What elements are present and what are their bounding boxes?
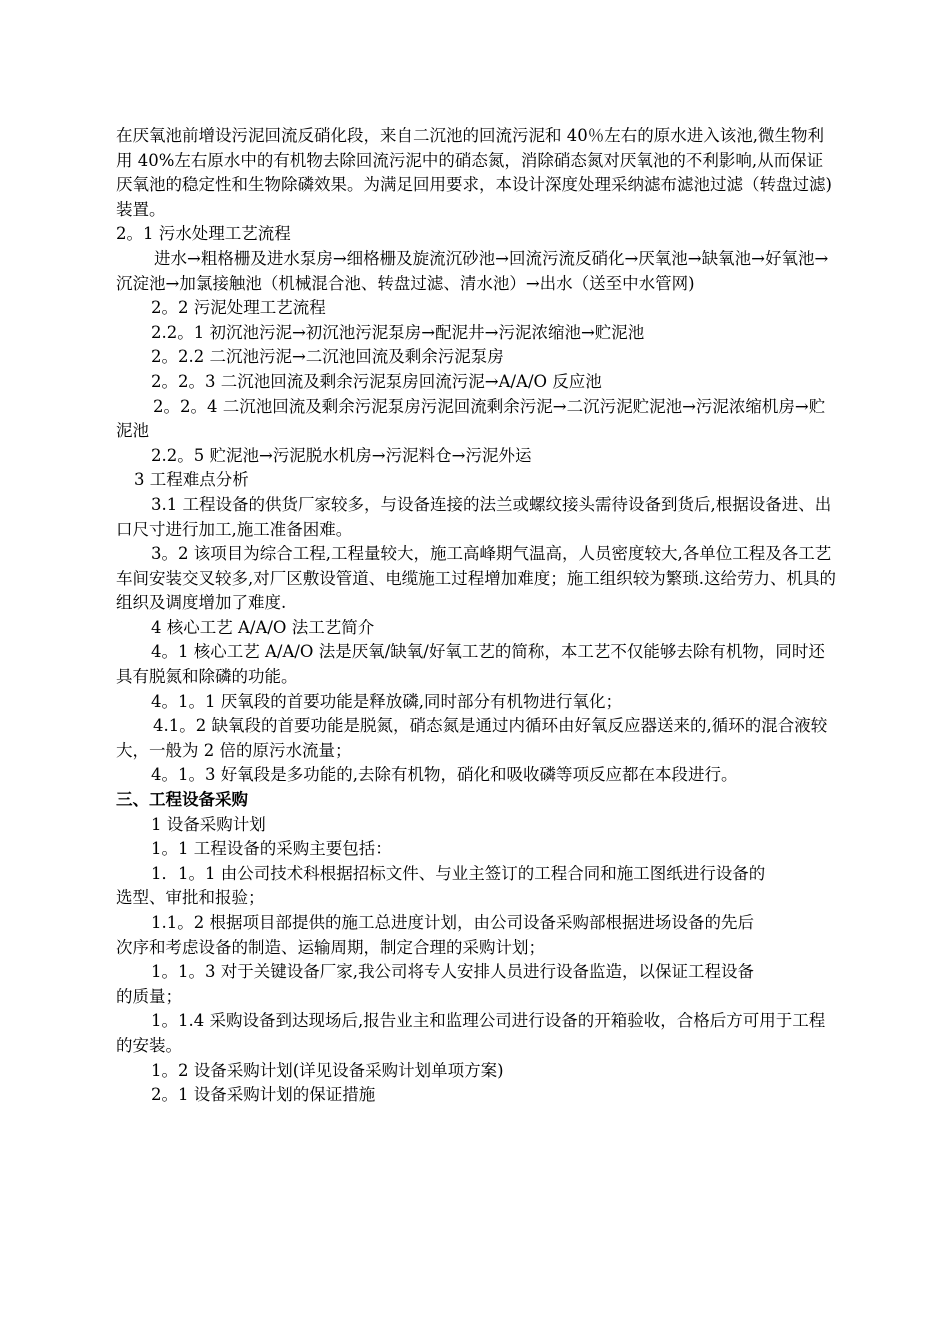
heading-procurement-plan: 1 设备采购计划 [151, 814, 266, 834]
paragraph-procurement-1-1-3-cont: 的质量； [116, 986, 182, 1006]
paragraph-wastewater-flow: 进水→粗格栅及进水泵房→细格栅及旋流沉砂池→回流污流反硝化→厌氧池→缺氧池→好氧池→沉淀池→加氯接触池（机械混合池、转盘过滤、清水池）→出水（送至中水管网) [116, 248, 829, 293]
heading-aao-process: 4 核心工艺 A/A/O 法工艺简介 [151, 617, 375, 637]
paragraph-aao-4-1-2: 4.1。2 缺氧段的首要功能是脱氮，硝态氮是通过内循环由好氧反应器送来的,循环的混合液较大，一般为 2 倍的原污水流量； [116, 716, 828, 760]
paragraph-difficulty-3-2: 3。2 该项目为综合工程,工程量较大，施工高峰期气温高，人员密度较大,各单位工程及各工艺车间安装交叉较多,对厂区敷设管道、电缆施工过程增加难度；施工组织较为繁琐.这给劳力、机具的组织及调度增加了难度. [116, 544, 836, 613]
paragraph-aao-4-1-1: 4。1。1 厌氧段的首要功能是释放磷,同时部分有机物进行氧化； [151, 691, 622, 711]
paragraph-procurement-1-1: 1。1 工程设备的采购主要包括： [151, 839, 392, 859]
paragraph-procurement-1-1-1: 1．1。1 由公司技术科根据招标文件、与业主签订的工程合同和施工图纸进行设备的 [151, 863, 766, 883]
paragraph-procurement-1-1-4: 1。1.4 采购设备到达现场后,报告业主和监理公司进行设备的开箱验收，合格后方可用于工程的安装。 [116, 1011, 826, 1055]
paragraph-sludge-2-2-5: 2.2。5 贮泥池→污泥脱水机房→污泥料仓→污泥外运 [151, 445, 532, 465]
document-body [116, 124, 836, 1108]
heading-wastewater-process: 2。1 污水处理工艺流程 [116, 224, 291, 244]
paragraph-aao-4-1-3: 4。1。3 好氧段是多功能的,去除有机物，硝化和吸收磷等项反应都在本段进行。 [151, 765, 738, 785]
paragraph-sludge-2-2-1: 2.2。1 初沉池污泥→初沉池污泥泵房→配泥井→污泥浓缩池→贮泥池 [151, 322, 645, 342]
paragraph-procurement-1-1-1-cont: 选型、审批和报验； [116, 888, 265, 908]
paragraph-procurement-1-1-2-cont: 次序和考虑设备的制造、运输周期，制定合理的采购计划； [116, 937, 545, 957]
paragraph-sludge-2-2-2: 2。2.2 二沉池污泥→二沉池回流及剩余污泥泵房 [151, 347, 504, 367]
paragraph-aao-4-1: 4。1 核心工艺 A/A/O 法是厌氧/缺氧/好氧工艺的简称，本工艺不仅能够去除有机物，同时还具有脱氮和除磷的功能。 [116, 642, 825, 687]
paragraph-difficulty-3-1: 3.1 工程设备的供货厂家较多，与设备连接的法兰或螺纹接头需待设备到货后,根据设备进、出口尺寸进行加工,施工准备困难。 [116, 494, 832, 539]
heading-procurement-guarantee: 2。1 设备采购计划的保证措施 [151, 1085, 376, 1105]
paragraph-sludge-2-2-4: 2。2。4 二沉池回流及剩余污泥泵房污泥回流剩余污泥→二沉污泥贮泥池→污泥浓缩机房→贮泥池 [116, 396, 826, 441]
paragraph-procurement-1-1-2: 1.1。2 根据项目部提供的施工总进度计划，由公司设备采购部根据进场设备的先后 [151, 913, 754, 932]
paragraph-procurement-1-2: 1。2 设备采购计划(详见设备采购计划单项方案) [151, 1060, 504, 1080]
paragraph-procurement-1-1-3: 1。1。3 对于关键设备厂家,我公司将专人安排人员进行设备监造，以保证工程设备 [151, 962, 754, 982]
heading-difficulty-analysis: 3 工程难点分析 [134, 470, 249, 490]
paragraph-sludge-2-2-3: 2。2。3 二沉池回流及剩余污泥泵房回流污泥→A/A/O 反应池 [151, 371, 602, 391]
heading-sludge-process: 2。2 污泥处理工艺流程 [151, 298, 326, 318]
paragraph-anoxic-intro: 在厌氧池前增设污泥回流反硝化段，来自二沉池的回流污泥和 40％左右的原水进入该池,微生物利用 40%左右原水中的有机物去除回流污泥中的硝态氮，消除硝态氮对厌氧池的不利影响,从而保证厌氧池的稳定性和生物除磷效果。为满足回用要求，本设计深度处理采纳滤布滤池过滤（转盘过滤)装置。 [116, 126, 832, 219]
section-heading-equipment-procurement: 三、工程设备采购 [116, 790, 248, 810]
